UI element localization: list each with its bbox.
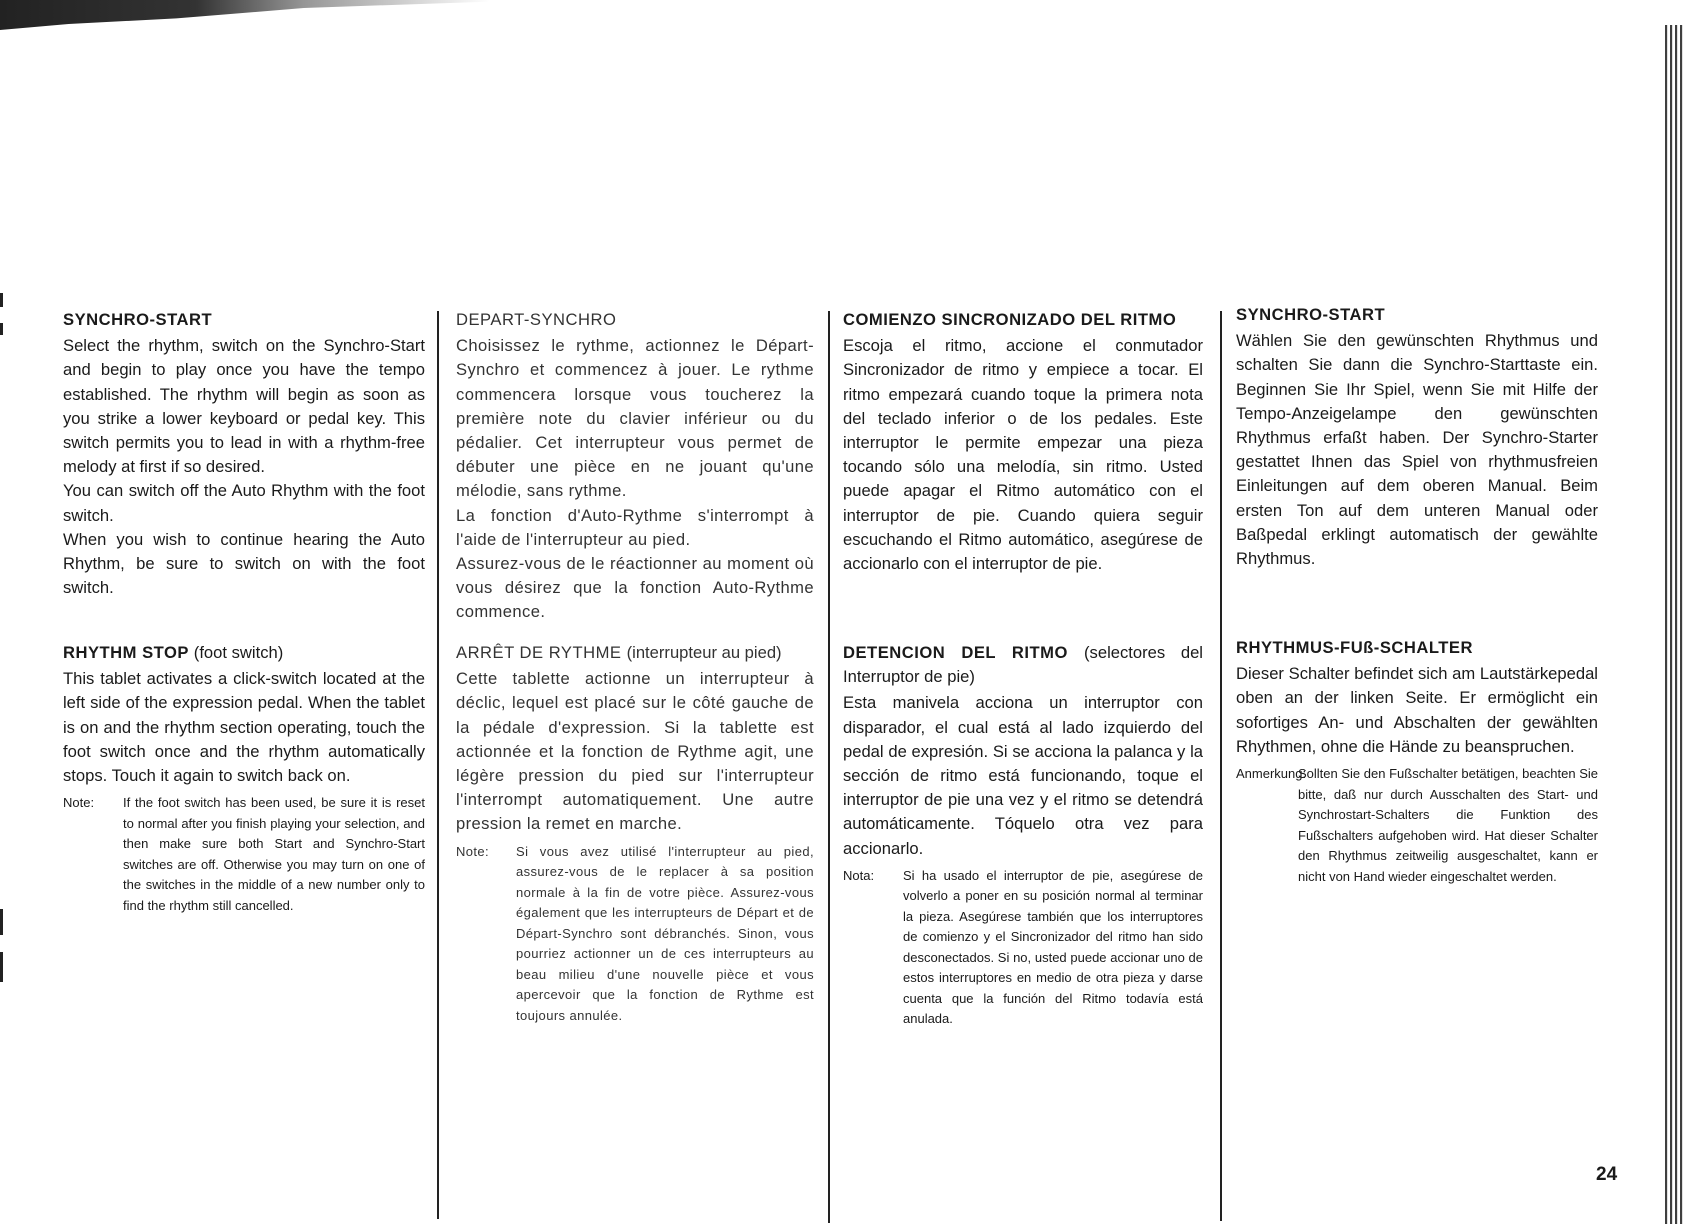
binding-mark [0,952,3,982]
section-title-text: DETENCION DEL RITMO [843,643,1068,662]
scan-shadow-top [0,0,490,40]
section-rhythm-stop [843,641,1203,1030]
section-title: SYNCHRO-START [63,310,213,329]
section-subtitle: (foot switch) [193,643,284,662]
note [456,842,814,1027]
note-label: Note: [456,843,490,859]
section-title [63,641,425,665]
note [1236,764,1598,887]
note-body: Si ha usado el interruptor de pie, asegúrese de volverlo a poner en su posición normal al terminar la pieza. Asegúrese también que los interruptores de comienzo y el Sincronizador del ritmo han sido desconectados. Si no, usted puede accionar uno de estos interruptores en medio de otra pieza y darse cuenta que la función del Ritmo todavía está anulada. [903,867,1203,1027]
section-title: DEPART-SYNCHRO [456,310,617,329]
section-title-text: ARRÊT DE RYTHME [456,643,622,662]
section-title-text: RHYTHM STOP [63,643,189,662]
paragraph: Select the rhythm, switch on the Synchro-Start and begin to play once you have the tempo established. The rhythm will begin as soon as you strike a lower keyboard or pedal key. This switch permits you to lead in with a rhythm-free melody at first if so desired. [63,336,425,477]
column-divider [828,311,830,1223]
column-divider [437,311,439,1219]
note-label: Nota: [843,867,875,883]
section-rhythm-stop [456,641,814,1026]
paragraph: This tablet activates a click-switch located at the left side of the expression pedal. When the tablet is on and the rhythm section operating, touch the foot switch once and the rhythm automatically stops. Touch it again to switch back on. [63,669,425,786]
note [843,866,1203,1030]
section-subtitle: (interrupteur au pied) [626,643,782,662]
paragraph: Escoja el ritmo, accione el conmutador Sincronizador de ritmo y empiece a tocar. El ritmo empezará cuando toque la primera nota del teclado inferior o de los pedales. Este interruptor le permite empezar una pieza tocando sólo una melodía, sin ritmo. Usted puede apagar el Ritmo automático con el interruptor de pie. Cuando quiera seguir escuchando el Ritmo automático, asegúrese de accionarlo con el interruptor de pie. [843,336,1203,574]
paragraph: When you wish to continue hearing the Auto Rhythm, be sure to switch on with the foot switch. [63,529,425,598]
column-spanish [843,308,1203,1027]
paragraph: Cette tablette actionne un interrupteur à déclic, lequel est placé sur le côté gauche de la pédale d'expression. Si la tablette est actionnée et la fonction de Rythme agit, une légère pression du pied sur l'interrupteur l'interrompt automatiquement. Une autre pression la remet en marche. [456,669,814,834]
section-title [456,641,814,665]
note-body: Si vous avez utilisé l'interrupteur au pied, assurez-vous de le replacer à sa position normale à la fin de votre pièce. Assurez-vous également que les interrupteurs de Départ et de Départ-Synchro sont débranchés. Sinon, vous pourriez actionner un de ces interrupteurs au beau milieu d'une nouvelle pièce et vous apercevoir que la fonction de Rythme est toujours annulée. [516,843,814,1023]
column-english [63,308,425,913]
paragraph: Assurez-vous de le réactionner au moment où vous désirez que la fonction Auto-Rythme commence. [456,554,814,622]
section-title [843,641,1203,689]
paragraph: You can switch off the Auto Rhythm with the foot switch. [63,481,425,525]
binding-mark [0,293,3,307]
note [63,793,425,916]
paragraph: La fonction d'Auto-Rythme s'interrompt à l'aide de l'interrupteur au pied. [456,505,814,549]
section-rhythmus-fuss-schalter [1236,636,1598,887]
note-label: Note: [63,795,95,811]
paragraph: Wählen Sie den gewünschten Rhythmus und schalten Sie dann die Synchro-Starttaste ein. Beginnen Sie Ihr Spiel, wenn Sie mit Hilfe der Tempo-Anzeigelampe den gewünschten Rhythmus erfaßt haben. Der Synchro-Starter gestattet Ihnen das Spiel von rhythmusfreien Einleitungen auf dem oberen Manual. Beim ersten Ton auf dem unteren Manual oder Baßpedal erklingt automatisch der gewählte Rhythmus. [1236,331,1598,569]
section-title: RHYTHMUS-FUß-SCHALTER [1236,638,1473,657]
paragraph: Choisissez le rythme, actionnez le Départ-Synchro et commencez à jouer. Le rythme commencera lorsque vous toucherez la première note du clavier inférieur ou du pédalier. Cet interrupteur vous permet de débuter une pièce en ne jouant qu'une mélodie, sans rythme. [456,336,814,501]
scan-binding-right [1663,25,1685,1224]
binding-mark [0,323,3,335]
section-title: COMIENZO SINCRONIZADO DEL RITMO [843,310,1177,329]
note-body: If the foot switch has been used, be sure it is reset to normal after you finish playing your selection, and then make sure both Start and Synchro-Start switches are off. Otherwise you may turn on one of the switches in the middle of a new number only to find the rhythm still cancelled. [123,795,425,913]
column-french [456,308,814,1023]
column-divider [1220,311,1222,1221]
section-subtitle: (selectores del Interruptor de pie) [843,643,1203,687]
page-number: 24 [1596,1164,1618,1185]
paragraph: Dieser Schalter befindet sich am Lautstärkepedal oben an der linken Seite. Er ermöglicht ein sofortiges An- und Abschalten der gewählten Rhythmen, ohne die Hände zu beanspruchen. [1236,664,1598,756]
binding-mark [0,909,3,935]
column-german [1236,303,1598,884]
note-label: Anmerkung: [1236,766,1307,782]
note-body: Sollten Sie den Fußschalter betätigen, beachten Sie bitte, daß nur durch Ausschalten des Start- und Synchrostart-Schalters die Funktion des Fußschalters aufgehoben wird. Hat dieser Schalter den Rhythmus zeitweilig ausgeschaltet, kann er nicht von Hand wieder eingeschaltet werden. [1298,766,1598,884]
section-title: SYNCHRO-START [1236,305,1386,324]
section-rhythm-stop [63,641,425,916]
paragraph: Esta manivela acciona un interruptor con disparador, el cual está al lado izquierdo del pedal de expresión. Si se acciona la palanca y la sección de ritmo está funcionando, toque el interruptor de pie una vez y el ritmo se detendrá automáticamente. Tóquelo otra vez para accionarlo. [843,693,1203,858]
